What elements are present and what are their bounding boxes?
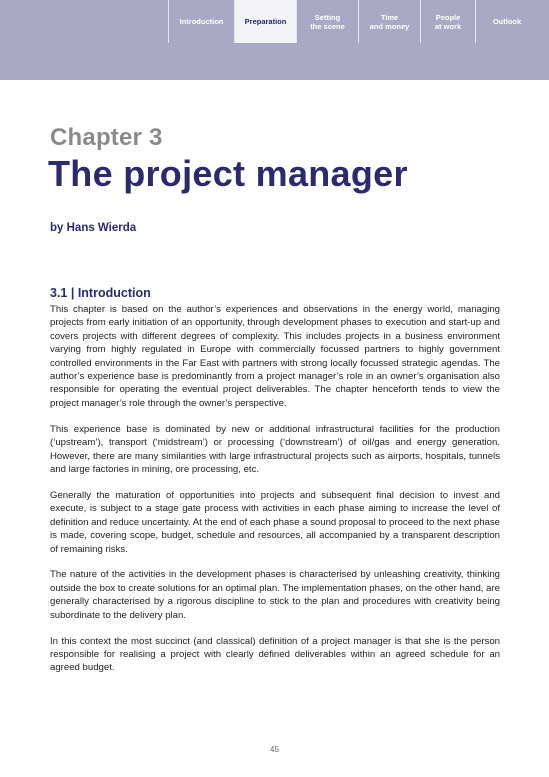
tab-setting-the-scene[interactable]: Setting the scene: [296, 0, 358, 43]
author-byline: by Hans Wierda: [50, 222, 137, 234]
chapter-navigation: [168, 0, 538, 43]
tab-people-at-work[interactable]: People at work: [420, 0, 475, 43]
section-body: [50, 303, 500, 687]
tab-preparation[interactable]: Preparation: [234, 0, 296, 43]
paragraph: In this context the most succinct (and classical) definition of a project manager is that she is the person responsible for realising a project with clearly defined deliverables within an agreed schedule for an agreed budget.: [50, 635, 500, 674]
page-number: 45: [270, 745, 279, 754]
section-heading: 3.1 | Introduction: [50, 286, 151, 300]
tab-introduction[interactable]: Introduction: [168, 0, 234, 43]
paragraph: Generally the maturation of opportunities into projects and subsequent final decision to invest and execute, is subject to a stage gate process with activities in each phase aiming to increase the level of definition and reduce uncertainty. At the end of each phase a sound proposal to proceed to the next phase is made, covering scope, budget, schedule and resources, all accompanied by a transparent description of remaining risks.: [50, 489, 500, 555]
chapter-title: The project manager: [48, 153, 408, 194]
header-band: [0, 0, 549, 80]
tab-time-and-money[interactable]: Time and money: [358, 0, 420, 43]
paragraph: The nature of the activities in the development phases is characterised by unleashing creativity, thinking outside the box to create solutions for an optimal plan. The implementation phases, on the other hand, are generally characterised by a rigorous discipline to stick to the plan and procedures with creativity being subordinate to the delivery plan.: [50, 569, 500, 621]
paragraph: This chapter is based on the author’s experiences and observations in the energy world, managing projects from early initiation of an opportunity, through development phases to execution and start-up and covers projects with different degrees of complexity. This includes projects in a business environment varying from highly regulated in Europe with commercially focussed partners to highly government controlled environments in the Far East with partners with strong locally focussed strategic agendas. The author’s experience base is predominantly from a project manager’s role in an owner’s organisation also responsible for operating the eventual project deliverables. The chapter henceforth tends to view the project manager’s role through the owner’s perspective.: [50, 304, 500, 409]
tab-outlook[interactable]: Outlook: [475, 0, 538, 43]
paragraph: This experience base is dominated by new or additional infrastructural facilities for the production (‘upstream’), transport (‘midstream’) or processing (‘downstream’) of oil/gas and energy generation. However, there are many similarities with large infrastructural projects such as airports, hospitals, tunnels and large factories in mining, ore processing, etc.: [50, 423, 500, 475]
chapter-number: Chapter 3: [50, 124, 163, 151]
